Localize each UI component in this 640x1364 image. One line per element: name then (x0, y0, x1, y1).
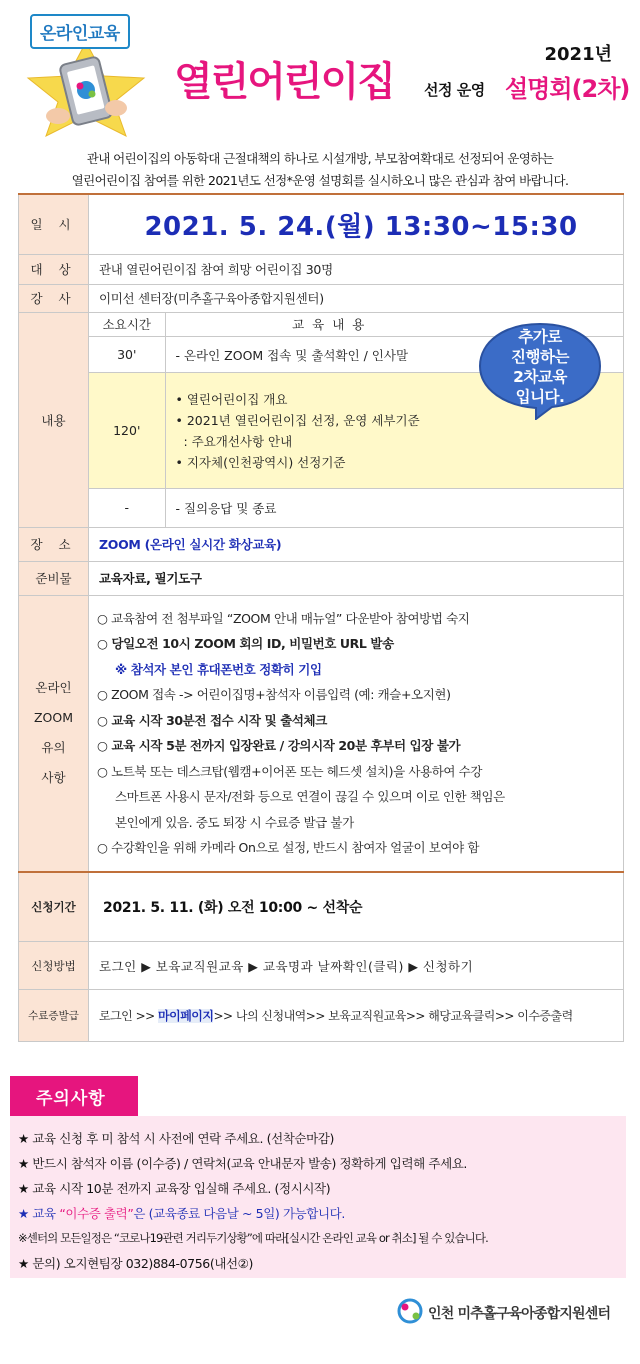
intro-line: 열린어린이집 참여를 위한 2021년도 선정*운영 설명회를 실시하오니 많은 관심과 참여 바랍니다. (71, 173, 569, 188)
footer-org-name: 인천 미추홀구육아종합지원센터 (428, 1306, 611, 1322)
apply-method-label: 신청방법 (19, 942, 89, 990)
content-label: 내용 (19, 312, 89, 527)
content-line: • 열린어린이집 개요 (175, 391, 288, 407)
apply-method-value: 로그인 ▶ 보육교직원교육 ▶ 교육명과 날짜확인(클릭) ▶ 신청하기 (89, 942, 624, 990)
date-row (19, 194, 624, 254)
caution-highlight: “이수증 출력” (59, 1206, 134, 1221)
online-notes-row (19, 595, 624, 872)
apply-period-value: 2021. 5. 11. (화) 오전 10:00 ~ 선착순 (89, 872, 624, 942)
online-notes (89, 595, 624, 872)
note-item: 본인에게 있음. 중도 퇴장 시 수료증 발급 불가 (115, 814, 354, 830)
online-label-line: 온라인 (35, 680, 72, 695)
bubble-line: 추가로 (518, 328, 562, 346)
target-value: 관내 열린어린이집 참여 희망 어린이집 30명 (89, 254, 624, 284)
content-row-3 (89, 489, 623, 527)
content-time: - (89, 489, 165, 527)
star-phone-illustration (8, 38, 178, 138)
note-item: ○ 수강확인을 위해 카메라 On으로 설정, 반드시 참여자 얼굴이 보여야 함 (97, 840, 480, 855)
intro-text (18, 148, 622, 192)
caution-item (18, 1201, 626, 1226)
note-item: ○ 교육참여 전 첨부파일 “ZOOM 안내 매뉴얼” 다운받아 참여방법 숙지 (97, 610, 470, 626)
note-item: ※ 참석자 본인 휴대폰번호 정확히 기입 (115, 661, 322, 677)
bubble-line: 입니다. (515, 388, 565, 406)
online-label-line: ZOOM (33, 710, 74, 725)
caution-title: 주의사항 (10, 1076, 138, 1116)
cert-label: 수료증발급 (19, 990, 89, 1042)
bubble-line: 2차교육 (513, 368, 567, 386)
intro-line: 관내 어린이집의 아동학대 근절대책의 하나로 시설개방, 부모참여확대로 선정되어 운영하는 (86, 151, 554, 166)
content-head-body: 교 육 내 용 (165, 313, 623, 337)
content-line: : 주요개선사항 안내 (175, 433, 293, 449)
note-item: ○ ZOOM 접속 -> 어린이집명+참석자 이름입력 (예: 캐슬+오지현) (97, 687, 451, 702)
date-label: 일 시 (19, 194, 89, 254)
page-title: 열린어린이집 (174, 59, 394, 105)
caution-item: ★ 문의) 오지현팀장 032)884-0756(내선②) (18, 1256, 253, 1271)
mypage-link[interactable]: 마이페이지 (158, 1009, 214, 1023)
caution-item: ★ 반드시 참석자 이름 (이수증) / 연락처(교육 안내문자 발송) 정확하게 입력해 주세요. (18, 1156, 468, 1171)
note-item: ○ 노트북 또는 데스크탑(웹캠+이어폰 또는 헤드셋 설치)을 사용하여 수강 (97, 763, 483, 779)
instructor-row (19, 284, 624, 312)
caution-box (10, 1116, 626, 1278)
prep-label: 준비물 (19, 561, 89, 595)
content-line: • 2021년 열린어린이집 선정, 운영 세부기준 (175, 412, 420, 428)
cert-row (19, 990, 624, 1042)
caution-item: ★ 교육 신청 후 미 참석 시 사전에 연락 주세요. (선착순마감) (18, 1131, 334, 1146)
apply-method-row (19, 942, 624, 990)
online-education-badge: 온라인교육 (30, 14, 130, 49)
caution-item: ★ 교육 시작 10분 전까지 교육장 입실해 주세요. (정시시작) (18, 1181, 331, 1196)
apply-period-row (19, 872, 624, 942)
caution-text: ★ 교육 (18, 1206, 60, 1221)
place-row (19, 527, 624, 561)
apply-period-label: 신청기간 (19, 872, 89, 942)
online-label-line: 유의 (41, 740, 66, 755)
date-value: 2021. 5. 24.(월) 13:30~15:30 (89, 194, 624, 254)
content-head-time: 소요시간 (89, 313, 165, 337)
speech-bubble-text (476, 327, 604, 407)
online-label-line: 사항 (41, 770, 66, 785)
caution-text: 은 (교육종료 다음날 ~ 5일) 가능합니다. (133, 1206, 345, 1221)
page-title-suffix: 설명회(2차) (505, 75, 630, 103)
target-label: 대 상 (19, 254, 89, 284)
cert-text: 로그인 >> (99, 1009, 159, 1023)
prep-row (19, 561, 624, 595)
note-item: ○ 교육 시작 5분 전까지 입장완료 / 강의시작 20분 후부터 입장 불가 (97, 738, 461, 753)
instructor-label: 강 사 (19, 284, 89, 312)
online-notes-label (19, 595, 89, 872)
target-row (19, 254, 624, 284)
cert-value (89, 990, 624, 1042)
note-item: 스마트폰 사용시 문자/전화 등으로 연결이 끊길 수 있으며 이로 인한 책임은 (115, 789, 505, 804)
content-time: 30' (89, 337, 165, 373)
caution-item: ※센터의 모든일정은 “코로나19관련 거리두기상황”에 따라[실시간 온라인 교육 or 취소] 될 수 있습니다. (18, 1231, 488, 1245)
place-label: 장 소 (19, 527, 89, 561)
note-item: ○ 당일오전 10시 ZOOM 회의 ID, 비밀번호 URL 발송 (97, 636, 394, 651)
content-line: - 온라인 ZOOM 접속 및 출석확인 / 인사말 (165, 337, 623, 373)
instructor-value: 이미선 센터장(미추홀구육아종합지원센터) (89, 284, 624, 312)
place-value: ZOOM (온라인 실시간 화상교육) (89, 527, 624, 561)
prep-value: 교육자료, 필기도구 (89, 561, 624, 595)
content-time: 120' (89, 373, 165, 489)
year-label: 2021년 (544, 44, 612, 65)
bubble-line: 진행하는 (511, 348, 569, 366)
content-line: • 지자체(인천광역시) 선정기준 (175, 454, 346, 470)
note-item: ○ 교육 시작 30분전 접수 시작 및 출석체크 (97, 712, 327, 728)
page-subtitle: 선정 운영 (424, 81, 485, 99)
content-line: - 질의응답 및 종료 (175, 500, 277, 516)
header (0, 0, 640, 140)
cert-text: >> 나의 신청내역>> 보육교직원교육>> 해당교육클릭>> 이수증출력 (213, 1009, 573, 1023)
